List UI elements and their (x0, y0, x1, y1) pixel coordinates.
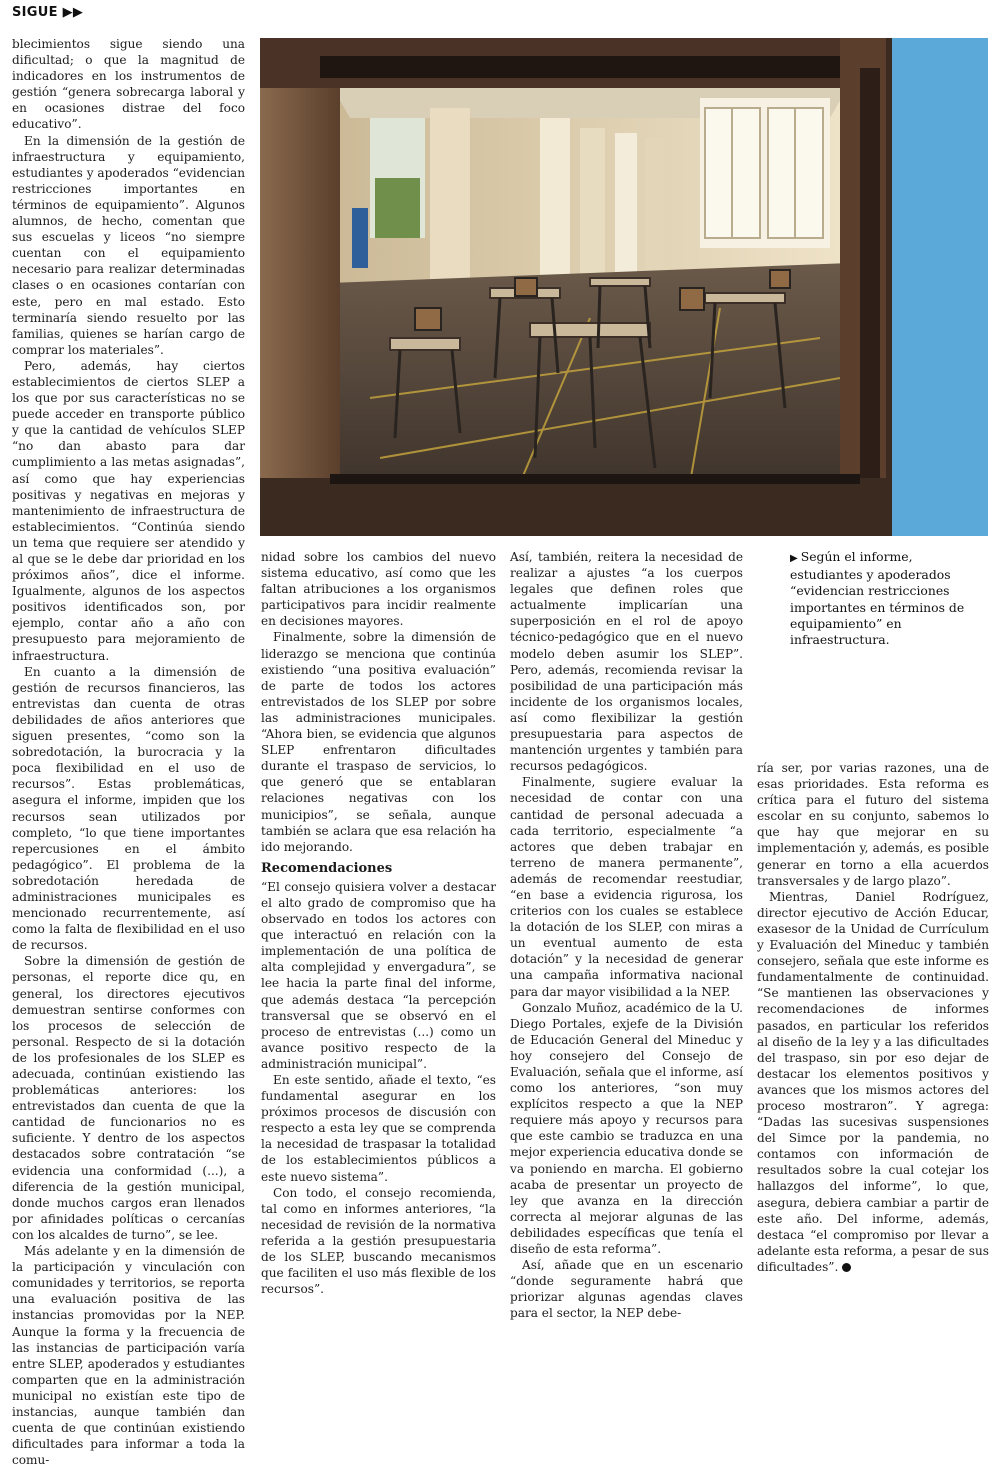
paragraph: blecimientos sigue siendo una dificultad; o que la magnitud de indicadores en los instrumentos de gestión “genera sobrecarga laboral y en ocasiones distrae del foco educativo”. (12, 37, 245, 132)
paragraph: Así, añade que en un escenario “donde seguramente habrá que priorizar algunas agendas claves para el sector, la NEP debe- (510, 1258, 743, 1321)
paragraph: Así, también, reitera la necesidad de realizar a ajustes “a los cuerpos legales que definen roles que actualmente implicarían una superposición en el rol de apoyo técnico-pedagógico que en el nuevo modelo deben asumir los SLEP”. Pero, además, recomienda revisar la posibilidad de una participación más incidente de los organismos locales, así como flexibilizar la gestión presupuestaria para aspectos de mantención urgentes y también para recursos pedagógicos. (510, 550, 743, 774)
paragraph (757, 889, 989, 1275)
paragraph: Gonzalo Muñoz, académico de la U. Diego Portales, exjefe de la División de Educación General del Mineduc y hoy consejero del Consejo de Evaluación, señala que el informe, así como los anteriores, “son muy explícitos respecto a que la NEP requiere más apoyo y recursos para que este cambio se traduzca en una mejor experiencia educativa donde se va poniendo en marcha. El gobierno acaba de presentar un proyecto de ley que avanza en la dirección correcta al mejorar algunas de las debilidades específicas que tenía el diseño de esta reforma”. (510, 1000, 743, 1257)
caption-text: Según el informe, estudiantes y apoderados “evidencian restricciones importantes en términos de equipamiento” en infraestructura. (790, 549, 965, 648)
paragraph-text: Mientras, Daniel Rodríguez, director ejecutivo de Acción Educar, exasesor de la Unidad de Currículum y Evaluación del Mineduc y también consejero, señala que este informe es fundamentalmente de continuidad. “Se mantienen las observaciones y recomendaciones de informes pasados, en particular los referidos al diseño de la ley y a las dificultades del traspaso, sin por eso dejar de destacar los elementos positivos y avances que los mismos actores del proceso mostraron”. Y agrega: “Dadas las sucesivas suspensiones del Simce por la pandemia, no contamos con información de resultados sobre la cual cotejar los hallazgos del informe”, lo que, asegura, debiera cambiar a partir de este año. Del informe, además, destaca “el compromiso por llevar a adelante esta reforma, a pesar de sus dificultades”. (757, 889, 989, 1274)
paragraph: Finalmente, sugiere evaluar la necesidad de contar con una cantidad de personal adecuada a cada territorio, especialmente “a actores que deben trabajar en terreno de manera permanente”, además de recomendar reestudiar, “en base a evidencia rigurosa, los criterios con los cuales se establece la dotación de los SLEP, con miras a un eventual aumento de esta dotación” y la necesidad de generar una campaña informativa nacional para dar mayor visibilidad a la NEP. (510, 775, 743, 999)
classroom-photo (260, 38, 988, 536)
paragraph: Más adelante y en la dimensión de la participación y vinculación con comunidades y territorios, se reporta una evaluación positiva de las instancias promovidas por la NEP. Aunque la forma y la frecuencia de las instancias de participación varía entre SLEP, apoderados y estudiantes comparten que en la administración municipal no existían este tipo de instancias, aunque también dan cuenta de que continúan existiendo dificultades para informar a toda la comu- (12, 1244, 245, 1468)
paragraph: Pero, además, hay ciertos establecimientos de ciertos SLEP a los que por sus características no se puede acceder en transporte público y que la cantidad de vehículos SLEP “no dan abasto para dar cumplimiento a las metas asignadas”, así como que hay experiencias positivas y negativas en mejoras y mantenimiento de infraestructura de establecimientos. “Continúa siendo un tema que requiere ser atendido y al que se le debe dar prioridad en los próximos años”, dice el informe. Igualmente, algunos de los aspectos positivos identificados son, por ejemplo, contar año a año con presupuesto para mejoramiento de infraestructura. (12, 358, 245, 663)
paragraph: nidad sobre los cambios del nuevo sistema educativo, así como que les faltan atribuciones a los organismos participativos para incidir realmente en decisiones mayores. (261, 550, 496, 629)
paragraph: En este sentido, añade el texto, “es fundamental asegurar en los próximos procesos de discusión con respecto a esta ley que se comprenda la necesidad de traspasar la totalidad de los establecimientos públicos a este nuevo sistema”. (261, 1073, 496, 1184)
end-of-article-icon (842, 1263, 851, 1272)
classroom-illustration (260, 38, 988, 536)
paragraph: Con todo, el consejo recomienda, tal como en informes anteriores, “la necesidad de revisión de la normativa referida a la gestión presupuestaria de los SLEP, buscando mecanismos que faciliten el uso más flexible de los recursos”. (261, 1185, 496, 1297)
paragraph: Sobre la dimensión de gestión de personas, el reporte dice qu, en general, los directores ejecutivos demuestran sentirse conformes con los procesos de selección de personal. Respecto de si la dotación de los profesionales de los SLEP es adecuada, continúan existiendo las problemáticas anteriores: los entrevistados dan cuenta de que la cantidad de funcionarios no es suficiente. Y dentro de los aspectos destacados sobre contratación “se evidencia una conformidad (...), a diferencia de la gestión municipal, donde muchos cargos eran llenados por afinidades políticas o cercanías con los alcaldes de turno”, se lee. (12, 954, 245, 1242)
article-column-3 (510, 549, 743, 1321)
article-column-2 (261, 549, 496, 1297)
section-heading: Recomendaciones (261, 860, 393, 876)
paragraph: “El consejo quisiera volver a destacar el alto grado de compromiso que ha observado en todos los actores con que interactuó en relación con la implementación de una política de alta complejidad y envergadura”, se lee hacia la parte final del informe, que además destaca “la percepción transversal que se observó en el proceso de entrevistas (...) como un avance positivo respecto de la administración municipal”. (261, 879, 496, 1071)
paragraph: En cuanto a la dimensión de gestión de recursos financieros, las entrevistas dan cuenta de otras debilidades de años anteriores que siguen presentes, “como son la sobredotación, la burocracia y la poca flexibilidad en el uso de recursos”. Estas problemáticas, asegura el informe, impiden que los recursos sean utilizados por completo, “lo que tiene importantes repercusiones en el ámbito pedagógico”. El problema de la sobredotación heredada de administraciones municipales es mencionado recurrentemente, así como la falta de flexibilidad en el uso de recursos. (12, 664, 245, 953)
photo-caption (790, 549, 986, 648)
caption-triangle-icon: ▶ (790, 553, 798, 564)
section-header-sigue: SIGUE ▶▶ (12, 5, 84, 20)
paragraph: En la dimensión de la gestión de infraestructura y equipamiento, estudiantes y apoderados “evidencian restricciones importantes en términos de equipamiento”. Algunos alumnos, de hecho, comentan que sus escuelas y liceos “no siempre cuentan con el equipamiento necesario para realizar determinadas clases o en ocasiones contarían con este, pero en mal estado. Esto terminaría siendo resuelto por las familias, quienes se harían cargo de comprar los materiales”. (12, 133, 245, 357)
article-column-1 (12, 36, 245, 1468)
paragraph: Finalmente, sobre la dimensión de liderazgo se menciona que continúa existiendo “una positiva evaluación” de parte de todos los actores entrevistados de los SLEP por sobre las administraciones municipales. “Ahora bien, se evidencia que algunos SLEP enfrentaron dificultades durante el traspaso de servicios, lo que generó que se entablaran relaciones negativas con los municipios”, se señala, aunque también se aclara que esa relación ha ido mejorando. (261, 630, 496, 854)
paragraph: ría ser, por varias razones, una de esas prioridades. Esta reforma es crítica para el futuro del sistema escolar en su conjunto, sabemos lo que hay que mejorar en su implementación y, además, es posible generar en torno a ella acuerdos transversales y de largo plazo”. (757, 761, 989, 888)
article-column-4 (757, 760, 989, 1274)
